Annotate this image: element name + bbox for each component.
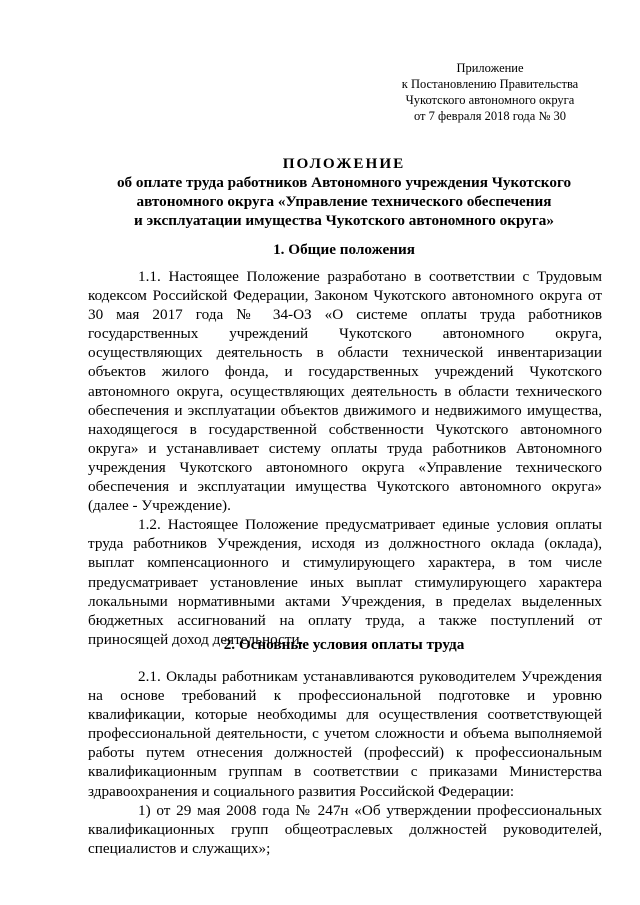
document-title-line-1: об оплате труда работников Автономного учреждения Чукотского [116, 174, 572, 191]
appendix-line-1: Приложение [456, 61, 524, 75]
appendix-line-3: Чукотского автономного округа [405, 93, 575, 107]
section-2-body [88, 667, 602, 858]
appendix-line-4: от 7 февраля 2018 года № 30 [413, 109, 567, 123]
document-title-line-3: и эксплуатации имущества Чукотского автономного округа» [134, 212, 554, 229]
document-title [88, 154, 600, 230]
document-title-main: ПОЛОЖЕНИЕ [282, 155, 406, 172]
appendix-note [380, 60, 600, 124]
paragraph-2-1-item-1: 1) от 29 мая 2008 года № 247н «Об утверждении профессиональных квалификационных групп общеотраслевых должностей руководителей, специалистов и служащих»; [88, 801, 602, 857]
paragraph-1-1: 1.1. Настоящее Положение разработано в соответствии с Трудовым кодексом Российской Федерации, Законом Чукотского автономного округа от 30 мая 2017 года № 34-ОЗ «О системе оплаты труда работников государственных учреждений Чукотского автономного округа, осуществляющих деятельность в области технической инвентаризации объектов жилого фонда, и государственных учреждений Чукотского автономного округа, осуществляющих деятельность в области технического обеспечения и эксплуатации объектов движимого и недвижимого имущества, находящегося в государственной собственности Чукотского автономного округа» и устанавливает систему оплаты труда работников Автономного учреждения Чукотского автономного округа «Управление технического обеспечения и эксплуатации имущества Чукотского автономного округа» (далее - Учреждение). [88, 268, 602, 515]
document-title-line-2: автономного округа «Управление технического обеспечения [136, 193, 552, 210]
section-2-heading: 2. Основные условия оплаты труда [223, 636, 465, 653]
section-1-body [88, 267, 602, 649]
section-1-heading: 1. Общие положения [273, 241, 415, 258]
paragraph-1-2: 1.2. Настоящее Положение предусматривает единые условия оплаты труда работников Учреждения, исходя из должностного оклада (оклада), выплат компенсационного и стимулирующего характера, в том числе предусматривает установление иных выплат стимулирующего характера локальными нормативными актами Учреждения, в пределах выделенных бюджетных ассигнований на оплату труда, а также поступлений от приносящей доход деятельности. [88, 516, 602, 648]
appendix-line-2: к Постановлению Правительства [401, 77, 579, 91]
paragraph-2-1: 2.1. Оклады работникам устанавливаются руководителем Учреждения на основе требований к профессиональной подготовке и уровню квалификации, которые необходимы для осуществления соответствующей профессиональной деятельности, с учетом сложности и объема выполняемой работы путем отнесения должностей (профессий) к профессиональным квалификационным группам в соответствии с приказами Министерства здравоохранения и социального развития Российской Федерации: [88, 668, 602, 800]
